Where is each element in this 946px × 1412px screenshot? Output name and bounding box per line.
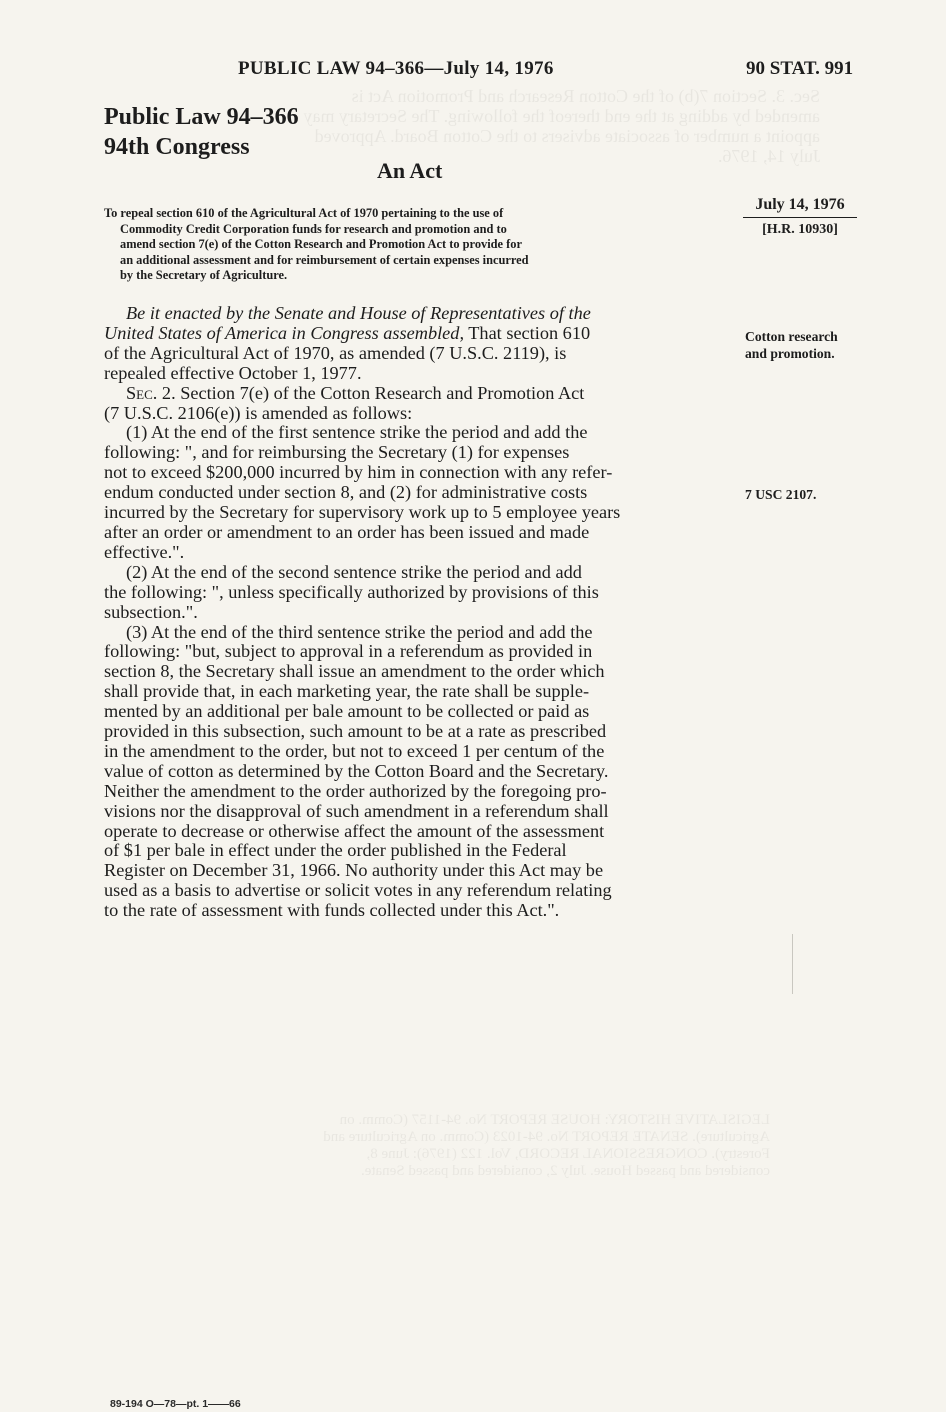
paragraph-1-line: effective.". (104, 541, 185, 562)
congress-number: 94th Congress (104, 134, 250, 160)
paragraph-3-line: mented by an additional per bale amount to be collected or paid as (104, 701, 590, 722)
paragraph-3-line: to the rate of assessment with funds collected under this Act.". (104, 900, 560, 921)
act-purpose (104, 206, 726, 284)
act-heading: An Act (377, 158, 443, 183)
section-2-line (104, 384, 727, 404)
section-text: 2. Section 7(e) of the Cotton Research and Promotion Act (157, 382, 585, 403)
paragraph-3-line: Register on December 31, 1966. No authority under this Act may be (104, 860, 604, 881)
margin-note-line: and promotion. (745, 346, 835, 361)
body-line: repealed effective October 1, 1977. (104, 362, 362, 383)
enacting-clause-line (104, 324, 727, 344)
purpose-line: Commodity Credit Corporation funds for research and promotion and to (120, 221, 507, 236)
margin-note-usc: 7 USC 2107. (745, 487, 817, 502)
margin-note-line: Cotton research (745, 329, 838, 344)
enactment-date-block (743, 196, 857, 238)
show-through-top: Sec. 3. Section 7(b) of the Cotton Research and Promotion Act is amended by adding at the end thereof the following. The Secretary may appoint a number of associate advisers to the Cotton Board. Approved July 14, 1976. (303, 86, 820, 166)
paragraph-3-line: operate to decrease or otherwise affect the amount of the assessment (104, 820, 605, 841)
paragraph-1-line: incurred by the Secretary for supervisory work up to 5 employee years (104, 502, 621, 523)
body-line: (7 U.S.C. 2106(e)) is amended as follows: (104, 402, 413, 423)
paragraph-3-line: in the amendment to the order, but not to exceed 1 per centum of the (104, 740, 605, 761)
scan-mark (792, 934, 793, 994)
paragraph-1-line: not to exceed $200,000 incurred by him in connection with any refer- (104, 462, 613, 483)
paragraph-3-line: used as a basis to advertise or solicit votes in any referendum relating (104, 880, 612, 901)
paragraph-2-line: (2) At the end of the second sentence strike the period and add (126, 561, 582, 582)
purpose-line: by the Secretary of Agriculture. (120, 268, 288, 282)
statute-reference: 90 STAT. 991 (746, 58, 854, 79)
running-head: PUBLIC LAW 94–366—July 14, 1976 (238, 58, 554, 79)
paragraph-3-line: visions nor the disapproval of such amendment in a referendum shall (104, 800, 609, 821)
body-line: of the Agricultural Act of 1970, as amended (7 U.S.C. 2119), is (104, 342, 567, 363)
paragraph-2-line: subsection.". (104, 601, 198, 622)
purpose-line: an additional assessment and for reimbursement of certain expenses incurred (120, 252, 529, 267)
enactment-date: July 14, 1976 (743, 196, 857, 218)
section-label: Sec. (126, 382, 158, 403)
paragraph-3-line: following: "but, subject to approval in a referendum as provided in (104, 641, 593, 662)
paragraph-3-line: section 8, the Secretary shall issue an amendment to the order which (104, 661, 605, 682)
enacting-clause-line (104, 304, 727, 324)
enacting-clause-italic: United States of America in Congress assembled, (104, 322, 465, 343)
paragraph-1-line: (1) At the end of the first sentence strike the period and add the (126, 422, 588, 443)
enacting-clause-italic: Be it enacted by the Senate and House of Representatives of the (126, 303, 591, 323)
purpose-line: To repeal section 610 of the Agricultural Act of 1970 pertaining to the use of (104, 206, 504, 220)
paragraph-1-line: following: ", and for reimbursing the Secretary (1) for expenses (104, 442, 570, 463)
paragraph-3-line: of $1 per bale in effect under the order published in the Federal (104, 840, 567, 861)
paragraph-3-line: provided in this subsection, such amount to be at a rate as prescribed (104, 721, 607, 742)
paragraph-3-line: (3) At the end of the third sentence strike the period and add the (126, 621, 593, 642)
enacting-clause-text: That section 610 (464, 322, 591, 343)
purpose-line: amend section 7(e) of the Cotton Research and Promotion Act to provide for (120, 237, 522, 251)
print-job-code: 89-194 O—78—pt. 1——66 (110, 1398, 241, 1410)
paragraph-3-line: shall provide that, in each marketing year, the rate shall be supple- (104, 681, 590, 702)
act-body (104, 304, 727, 921)
public-law-number: Public Law 94–366 (104, 104, 299, 130)
paragraph-2-line: the following: ", unless specifically authorized by provisions of this (104, 581, 599, 602)
paragraph-3-line: Neither the amendment to the order authorized by the foregoing pro- (104, 780, 607, 801)
law-identification (104, 102, 299, 162)
paragraph-3-line: value of cotton as determined by the Cotton Board and the Secretary. (104, 760, 609, 781)
paragraph-1-line: after an order or amendment to an order has been issued and made (104, 521, 590, 542)
bill-number: [H.R. 10930] (762, 222, 838, 237)
show-through-bottom: LEGISLATIVE HISTORY: HOUSE REPORT No. 94-1157 (Comm. on Agriculture). SENATE REPORT No. 94-1023 (Comm. on Agriculture and Forestry). CONGRESSIONAL RECORD, Vol. 122 (1976): June 8, considered and passed House. July 2, considered and passed Senate. (323, 1112, 770, 1179)
margin-note-cotton (745, 328, 838, 362)
paragraph-1-line: endum conducted under section 8, and (2) for administrative costs (104, 482, 588, 503)
